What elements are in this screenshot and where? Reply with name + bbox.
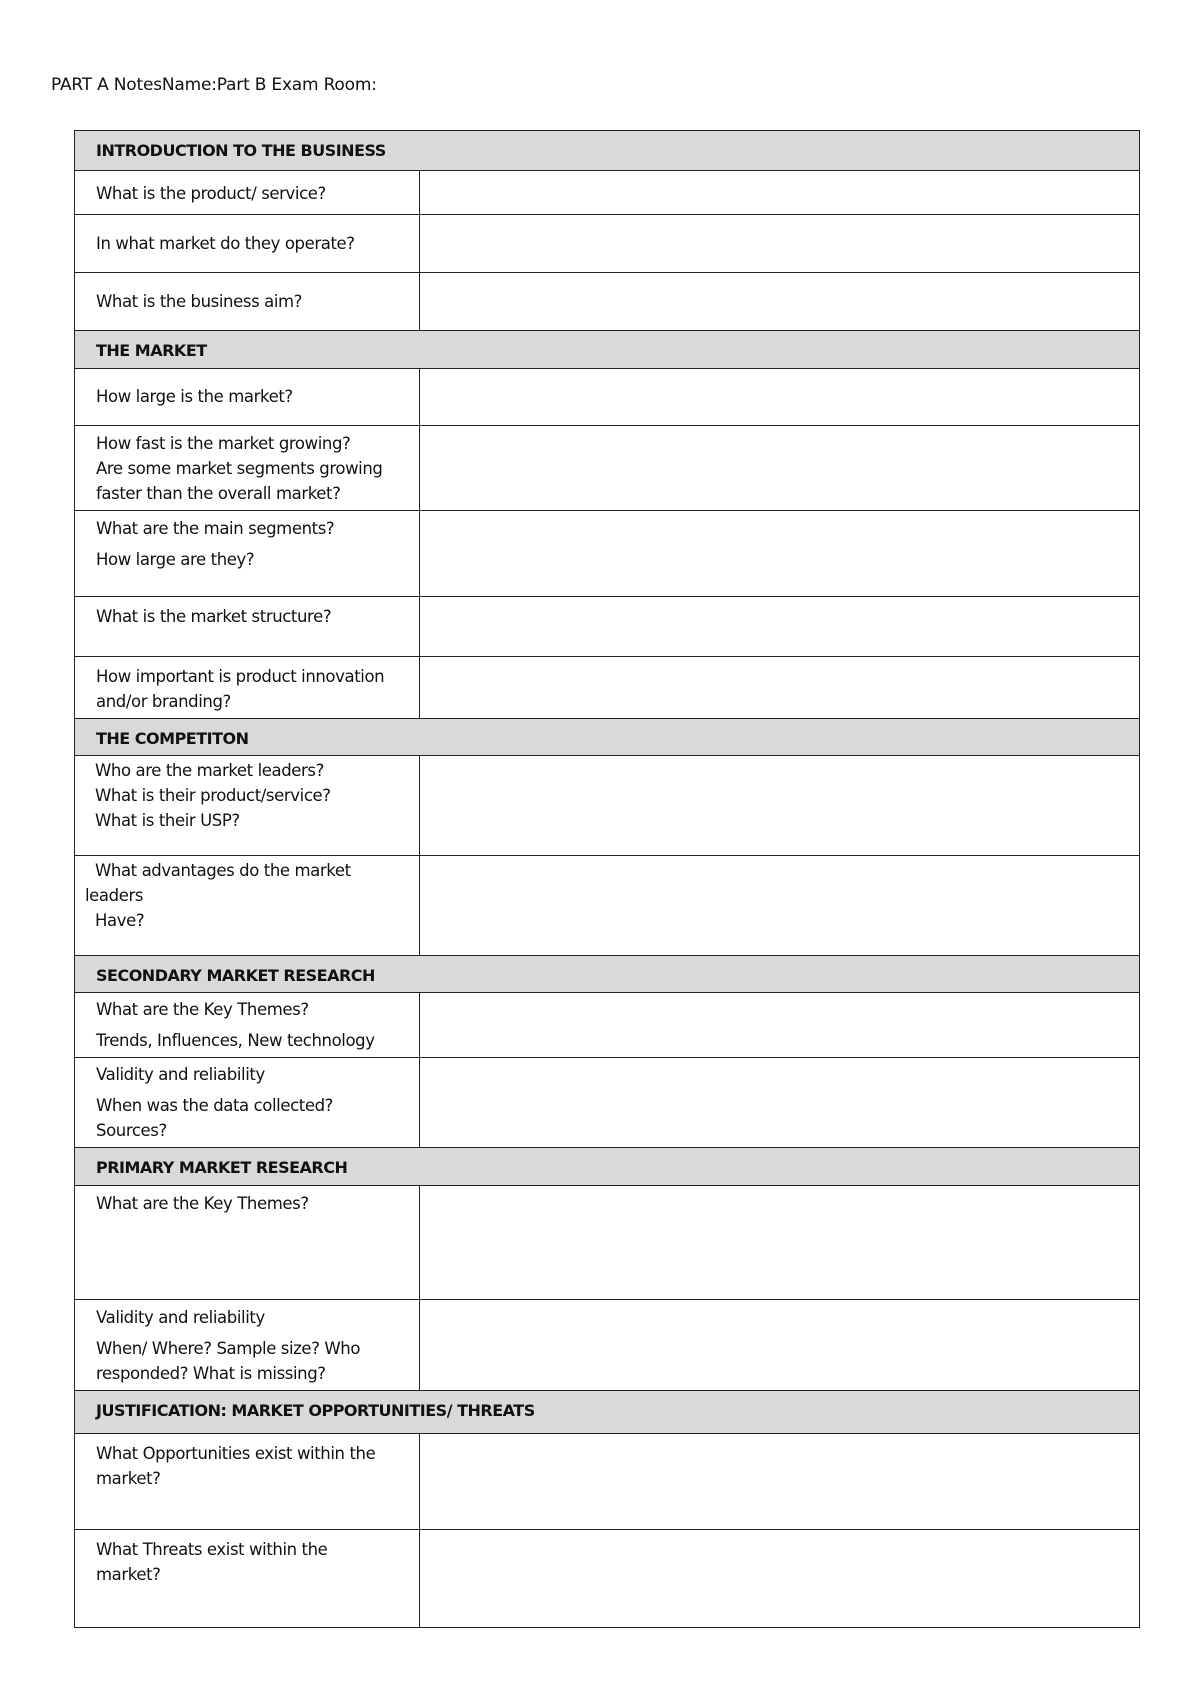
question-text: What is the product/ service? [96, 184, 326, 203]
question-text: What advantages do the market [95, 861, 351, 880]
question-cell [75, 1186, 420, 1300]
question-row [75, 657, 1140, 719]
answer-cell[interactable] [420, 1186, 1140, 1300]
question-text: When/ Where? Sample size? Who [96, 1339, 361, 1358]
question-text: market? [96, 1469, 161, 1488]
question-cell [75, 993, 420, 1058]
answer-cell[interactable] [420, 171, 1140, 215]
question-text: and/or branding? [96, 692, 231, 711]
question-cell [75, 369, 420, 426]
question-text: Who are the market leaders? [95, 761, 324, 780]
question-row [75, 597, 1140, 657]
question-text: What is their USP? [95, 811, 240, 830]
question-cell [75, 1530, 420, 1628]
question-text: How large is the market? [96, 387, 293, 406]
question-cell [75, 856, 420, 956]
answer-cell[interactable] [420, 1434, 1140, 1530]
question-cell [75, 426, 420, 511]
question-row [75, 1434, 1140, 1530]
question-text: Are some market segments growing [96, 459, 383, 478]
section-header-row [75, 1148, 1140, 1186]
question-cell [75, 171, 420, 215]
question-row [75, 1186, 1140, 1300]
question-text: faster than the overall market? [96, 484, 341, 503]
question-cell [75, 215, 420, 273]
answer-cell[interactable] [420, 369, 1140, 426]
question-text: What are the main segments? [96, 519, 335, 538]
question-text: Have? [95, 911, 145, 930]
question-text: What are the Key Themes? [96, 1194, 309, 1213]
question-row [75, 856, 1140, 956]
question-text: In what market do they operate? [96, 234, 355, 253]
question-text: How fast is the market growing? [96, 434, 351, 453]
question-row [75, 426, 1140, 511]
notes-table [74, 130, 1140, 1628]
question-cell [75, 1434, 420, 1530]
section-header-row [75, 331, 1140, 369]
question-cell [75, 273, 420, 331]
answer-cell[interactable] [420, 426, 1140, 511]
question-text: responded? What is missing? [96, 1364, 326, 1383]
section-title: THE COMPETITON [75, 719, 1140, 756]
question-text: Sources? [96, 1121, 167, 1140]
question-row [75, 273, 1140, 331]
question-cell [75, 756, 420, 856]
section-header-row [75, 1391, 1140, 1434]
question-row [75, 993, 1140, 1058]
question-text: What are the Key Themes? [96, 1000, 309, 1019]
question-row [75, 1530, 1140, 1628]
question-text: leaders [85, 886, 144, 905]
question-cell [75, 511, 420, 597]
question-row [75, 756, 1140, 856]
question-text: How large are they? [96, 550, 255, 569]
answer-cell[interactable] [420, 597, 1140, 657]
question-cell [75, 1058, 420, 1148]
question-cell [75, 657, 420, 719]
answer-cell[interactable] [420, 756, 1140, 856]
question-text: What is the market structure? [96, 607, 332, 626]
answer-cell[interactable] [420, 1058, 1140, 1148]
section-title: SECONDARY MARKET RESEARCH [75, 956, 1140, 993]
question-text: What is their product/service? [95, 786, 331, 805]
question-row [75, 1300, 1140, 1391]
answer-cell[interactable] [420, 215, 1140, 273]
section-header-row [75, 131, 1140, 171]
section-title: INTRODUCTION TO THE BUSINESS [75, 131, 1140, 171]
section-title: THE MARKET [75, 331, 1140, 369]
answer-cell[interactable] [420, 511, 1140, 597]
question-text: market? [96, 1565, 161, 1584]
answer-cell[interactable] [420, 273, 1140, 331]
answer-cell[interactable] [420, 1300, 1140, 1391]
question-text: Validity and reliability [96, 1308, 265, 1327]
question-row [75, 215, 1140, 273]
question-text: How important is product innovation [96, 667, 385, 686]
page-header: PART A NotesName:Part B Exam Room: [51, 75, 377, 95]
answer-cell[interactable] [420, 657, 1140, 719]
section-title: JUSTIFICATION: MARKET OPPORTUNITIES/ THREATS [75, 1391, 1140, 1434]
section-header-row [75, 956, 1140, 993]
answer-cell[interactable] [420, 856, 1140, 956]
question-text: What Threats exist within the [96, 1540, 328, 1559]
question-text: Validity and reliability [96, 1065, 265, 1084]
section-title: PRIMARY MARKET RESEARCH [75, 1148, 1140, 1186]
question-text: When was the data collected? [96, 1096, 334, 1115]
question-text: What Opportunities exist within the [96, 1444, 376, 1463]
answer-cell[interactable] [420, 993, 1140, 1058]
section-header-row [75, 719, 1140, 756]
question-row [75, 511, 1140, 597]
question-cell [75, 597, 420, 657]
question-text: Trends, Influences, New technology [96, 1031, 375, 1050]
question-text: What is the business aim? [96, 292, 303, 311]
question-row [75, 171, 1140, 215]
question-cell [75, 1300, 420, 1391]
question-row [75, 1058, 1140, 1148]
question-row [75, 369, 1140, 426]
answer-cell[interactable] [420, 1530, 1140, 1628]
